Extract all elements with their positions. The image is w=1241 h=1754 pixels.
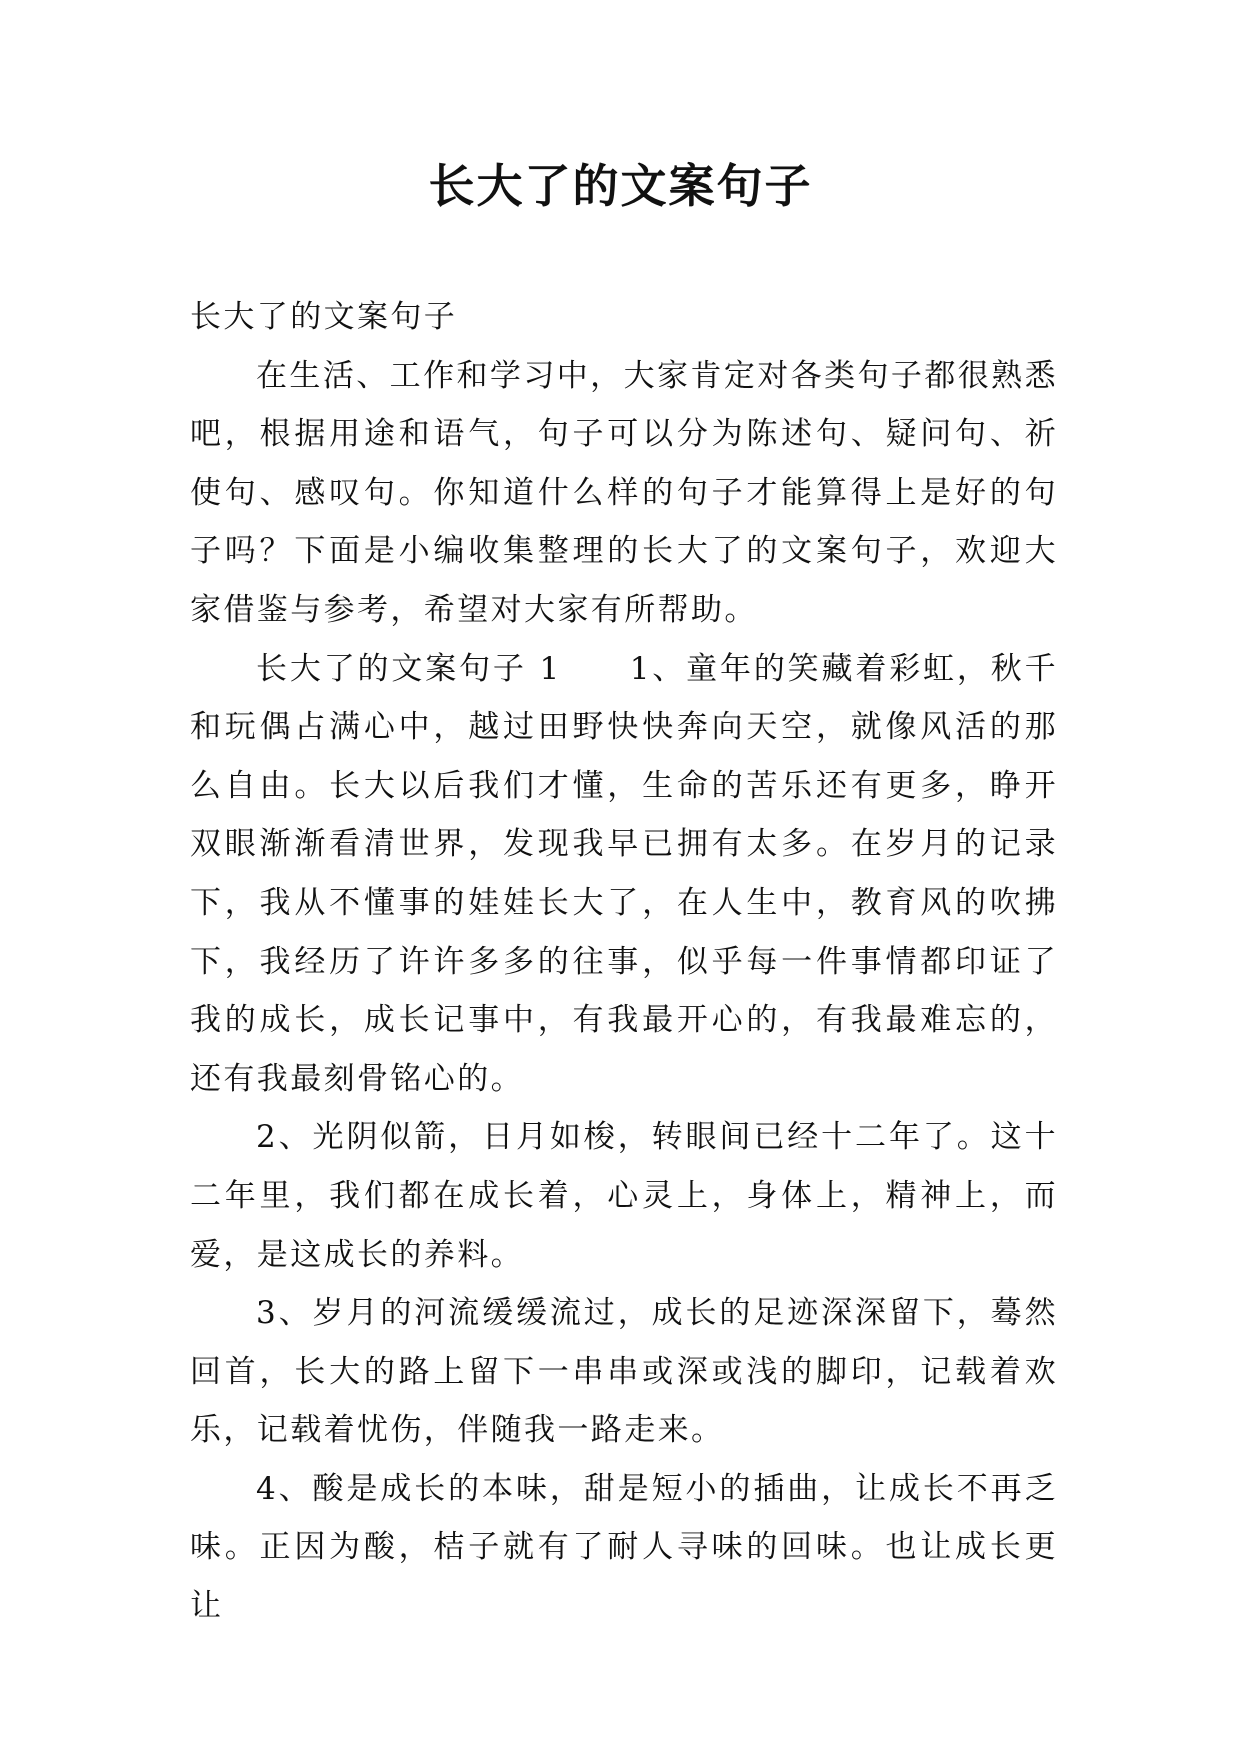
paragraph-item-1: 长大了的文案句子 1 1、童年的笑藏着彩虹，秋千和玩偶占满心中，越过田野快快奔向天空，就像风活的那么自由。长大以后我们才懂，生命的苦乐还有更多，睁开双眼渐渐看清世界，发现我早已拥有太多。在岁月的记录下，我从不懂事的娃娃长大了，在人生中，教育风的吹拂下，我经历了许许多多的往事，似乎每一件事情都印证了我的成长，成长记事中，有我最开心的，有我最难忘的，还有我最刻骨铭心的。 (190, 650, 1058, 1097)
document-body (190, 288, 1058, 1636)
paragraph-item-4: 4、酸是成长的本味，甜是短小的插曲，让成长不再乏味。正因为酸，桔子就有了耐人寻味的回味。也让成长更让 (190, 1470, 1058, 1625)
paragraph-item-3: 3、岁月的河流缓缓流过，成长的足迹深深留下，蓦然回首，长大的路上留下一串串或深或浅的脚印，记载着欢乐，记载着忧伤，伴随我一路走来。 (190, 1295, 1058, 1449)
paragraph-intro: 在生活、工作和学习中，大家肯定对各类句子都很熟悉吧，根据用途和语气，句子可以分为陈述句、疑问句、祈使句、感叹句。你知道什么样的句子才能算得上是好的句子吗？下面是小编收集整理的长大了的文案句子，欢迎大家借鉴与参考，希望对大家有所帮助。 (190, 357, 1058, 628)
paragraph-item-2: 2、光阴似箭，日月如梭，转眼间已经十二年了。这十二年里，我们都在成长着，心灵上，身体上，精神上，而爱，是这成长的养料。 (190, 1119, 1058, 1273)
document-title: 长大了的文案句子 (428, 159, 813, 213)
document-subtitle: 长大了的文案句子 (190, 299, 458, 335)
